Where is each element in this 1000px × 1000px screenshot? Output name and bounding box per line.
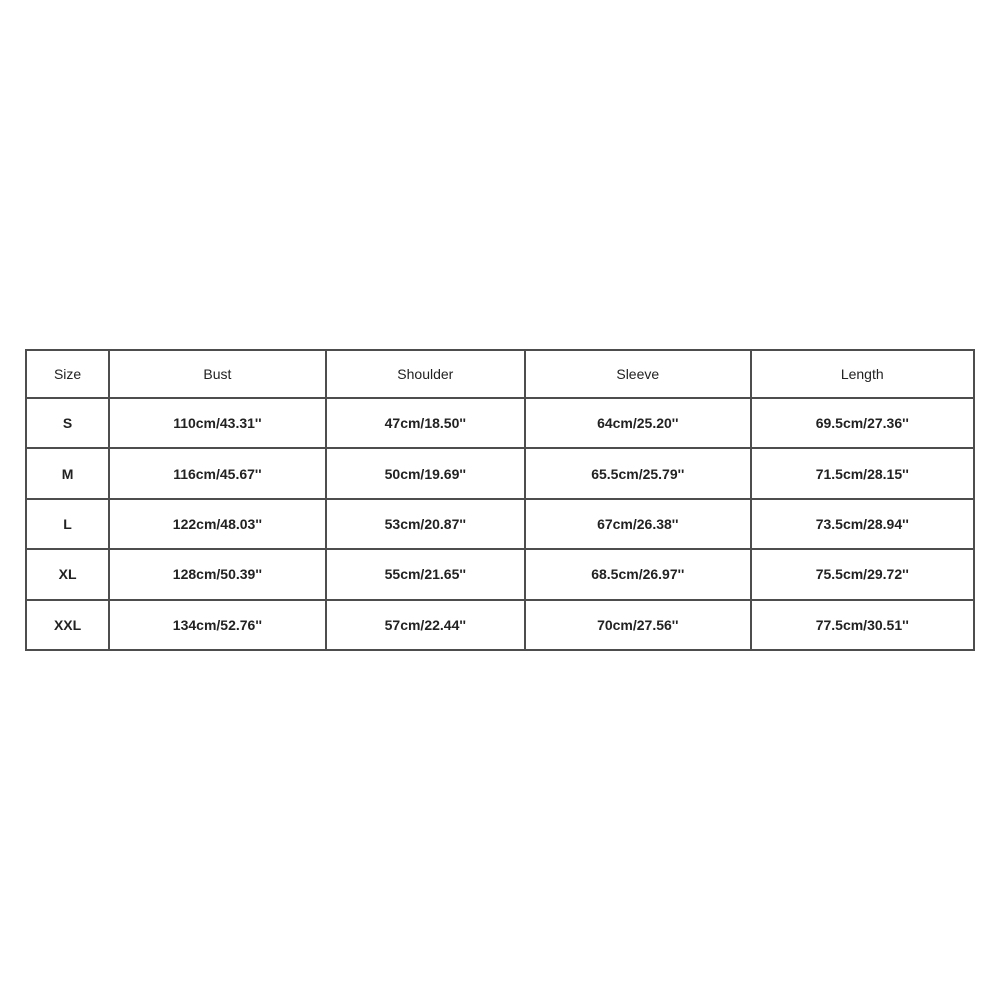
- bust-cell: 122cm/48.03'': [109, 499, 325, 549]
- size-chart-header: [26, 350, 974, 398]
- size-chart-body: [26, 398, 974, 650]
- sleeve-cell: 67cm/26.38'': [525, 499, 750, 549]
- table-row: [26, 448, 974, 498]
- header-shoulder: Shoulder: [326, 350, 525, 398]
- table-row: [26, 398, 974, 448]
- shoulder-cell: 55cm/21.65'': [326, 549, 525, 599]
- header-bust: Bust: [109, 350, 325, 398]
- shoulder-cell: 53cm/20.87'': [326, 499, 525, 549]
- size-cell: S: [26, 398, 109, 448]
- size-cell: XL: [26, 549, 109, 599]
- length-cell: 73.5cm/28.94'': [751, 499, 975, 549]
- length-cell: 69.5cm/27.36'': [751, 398, 975, 448]
- shoulder-cell: 57cm/22.44'': [326, 600, 525, 650]
- table-row: [26, 499, 974, 549]
- size-chart-table: [25, 349, 975, 651]
- size-cell: L: [26, 499, 109, 549]
- length-cell: 75.5cm/29.72'': [751, 549, 975, 599]
- size-cell: XXL: [26, 600, 109, 650]
- header-sleeve: Sleeve: [525, 350, 750, 398]
- sleeve-cell: 68.5cm/26.97'': [525, 549, 750, 599]
- length-cell: 71.5cm/28.15'': [751, 448, 975, 498]
- bust-cell: 134cm/52.76'': [109, 600, 325, 650]
- table-row: [26, 549, 974, 599]
- shoulder-cell: 50cm/19.69'': [326, 448, 525, 498]
- shoulder-cell: 47cm/18.50'': [326, 398, 525, 448]
- bust-cell: 116cm/45.67'': [109, 448, 325, 498]
- header-row: [26, 350, 974, 398]
- sleeve-cell: 64cm/25.20'': [525, 398, 750, 448]
- size-cell: M: [26, 448, 109, 498]
- sleeve-cell: 65.5cm/25.79'': [525, 448, 750, 498]
- sleeve-cell: 70cm/27.56'': [525, 600, 750, 650]
- length-cell: 77.5cm/30.51'': [751, 600, 975, 650]
- table-row: [26, 600, 974, 650]
- bust-cell: 110cm/43.31'': [109, 398, 325, 448]
- header-size: Size: [26, 350, 109, 398]
- header-length: Length: [751, 350, 975, 398]
- bust-cell: 128cm/50.39'': [109, 549, 325, 599]
